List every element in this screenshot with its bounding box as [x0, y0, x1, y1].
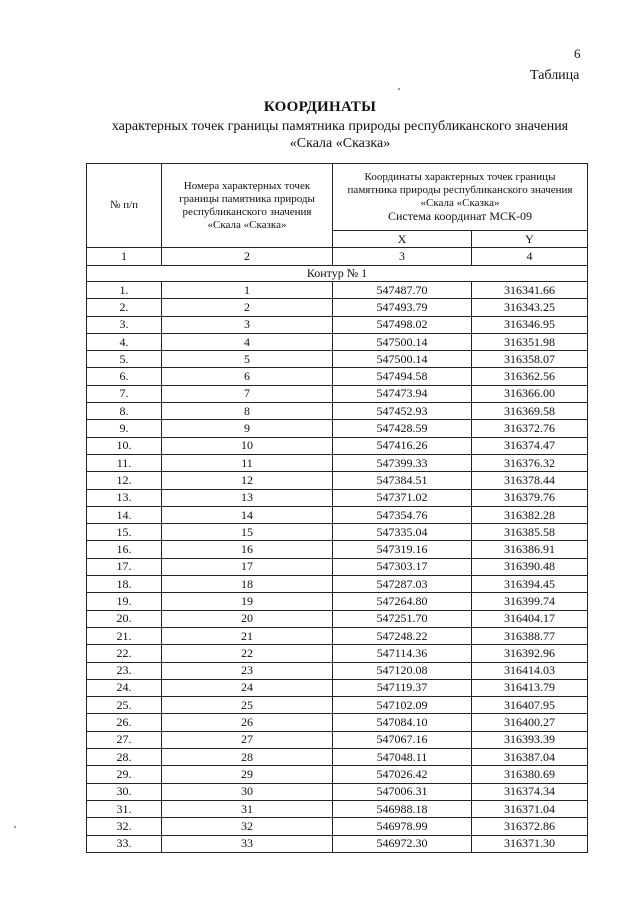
coord-y: 316341.66	[472, 282, 588, 299]
point-number: 32	[162, 818, 333, 835]
header-coord-system: Система координат МСК-09	[387, 208, 533, 223]
point-number: 22	[162, 645, 333, 662]
table-row	[87, 472, 588, 489]
point-number: 20	[162, 610, 333, 627]
coord-x: 547048.11	[333, 749, 472, 766]
row-number: 7.	[87, 385, 162, 402]
coord-x: 547428.59	[333, 420, 472, 437]
table-row	[87, 489, 588, 506]
point-number: 12	[162, 472, 333, 489]
table-row	[87, 835, 588, 852]
coord-y: 316376.32	[472, 454, 588, 471]
row-number: 3.	[87, 316, 162, 333]
coord-y: 316414.03	[472, 662, 588, 679]
point-number: 24	[162, 679, 333, 696]
header-x: X	[333, 231, 472, 248]
table-label: Таблица	[530, 68, 580, 83]
row-number: 24.	[87, 679, 162, 696]
coord-y: 316371.30	[472, 835, 588, 852]
point-number: 13	[162, 489, 333, 506]
coord-x: 547487.70	[333, 282, 472, 299]
row-number: 33.	[87, 835, 162, 852]
row-number: 14.	[87, 506, 162, 523]
coord-y: 316372.76	[472, 420, 588, 437]
table-row	[87, 541, 588, 558]
scan-speck	[14, 826, 16, 828]
point-number: 30	[162, 783, 333, 800]
coord-x: 547084.10	[333, 714, 472, 731]
table-row	[87, 576, 588, 593]
coord-y: 316385.58	[472, 524, 588, 541]
coord-y: 316378.44	[472, 472, 588, 489]
coord-y: 316379.76	[472, 489, 588, 506]
row-number: 30.	[87, 783, 162, 800]
point-number: 7	[162, 385, 333, 402]
coord-x: 547120.08	[333, 662, 472, 679]
column-number: 2	[162, 248, 333, 266]
coord-y: 316407.95	[472, 697, 588, 714]
table-row	[87, 437, 588, 454]
point-number: 6	[162, 368, 333, 385]
row-number: 18.	[87, 576, 162, 593]
coord-x: 547335.04	[333, 524, 472, 541]
column-number: 4	[472, 248, 588, 266]
row-number: 28.	[87, 749, 162, 766]
coord-x: 547303.17	[333, 558, 472, 575]
point-number: 14	[162, 506, 333, 523]
point-number: 28	[162, 749, 333, 766]
coord-y: 316400.27	[472, 714, 588, 731]
coord-y: 316358.07	[472, 351, 588, 368]
point-number: 10	[162, 437, 333, 454]
table-row	[87, 506, 588, 523]
row-number: 25.	[87, 697, 162, 714]
point-number: 9	[162, 420, 333, 437]
row-number: 11.	[87, 454, 162, 471]
point-number: 19	[162, 593, 333, 610]
coord-x: 547416.26	[333, 437, 472, 454]
scan-speck	[398, 88, 400, 90]
coord-x: 547006.31	[333, 783, 472, 800]
coord-y: 316387.04	[472, 749, 588, 766]
row-number: 27.	[87, 731, 162, 748]
point-number: 26	[162, 714, 333, 731]
table-row	[87, 351, 588, 368]
header-num: № п/п	[87, 164, 162, 248]
coord-x: 547102.09	[333, 697, 472, 714]
coord-y: 316343.25	[472, 299, 588, 316]
coord-y: 316346.95	[472, 316, 588, 333]
coord-y: 316399.74	[472, 593, 588, 610]
coord-x: 547384.51	[333, 472, 472, 489]
point-number: 11	[162, 454, 333, 471]
coord-y: 316374.34	[472, 783, 588, 800]
document-subtitle: характерных точек границы памятника природы республиканского значения «Скала «Сказка»	[111, 119, 569, 151]
column-number: 3	[333, 248, 472, 266]
coord-y: 316372.86	[472, 818, 588, 835]
table-row	[87, 368, 588, 385]
column-number: 1	[87, 248, 162, 266]
coord-y: 316386.91	[472, 541, 588, 558]
table-row	[87, 299, 588, 316]
row-number: 29.	[87, 766, 162, 783]
table-row	[87, 385, 588, 402]
table-row	[87, 558, 588, 575]
table-row	[87, 454, 588, 471]
coord-x: 547399.33	[333, 454, 472, 471]
row-number: 15.	[87, 524, 162, 541]
row-number: 8.	[87, 403, 162, 420]
point-number: 17	[162, 558, 333, 575]
table-row	[87, 697, 588, 714]
table-row	[87, 282, 588, 299]
point-number: 8	[162, 403, 333, 420]
coord-x: 547354.76	[333, 506, 472, 523]
row-number: 10.	[87, 437, 162, 454]
point-number: 18	[162, 576, 333, 593]
point-number: 2	[162, 299, 333, 316]
coord-x: 547067.16	[333, 731, 472, 748]
coord-x: 547251.70	[333, 610, 472, 627]
point-number: 15	[162, 524, 333, 541]
row-number: 26.	[87, 714, 162, 731]
point-number: 5	[162, 351, 333, 368]
point-number: 4	[162, 333, 333, 350]
coord-x: 547248.22	[333, 627, 472, 644]
coord-y: 316366.00	[472, 385, 588, 402]
header-coords	[333, 164, 588, 231]
point-number: 27	[162, 731, 333, 748]
row-number: 16.	[87, 541, 162, 558]
header-coords-label: Координаты характерных точек границы памятника природы республиканского значения «Скала «Сказка»	[347, 170, 573, 209]
table-row	[87, 714, 588, 731]
coord-y: 316413.79	[472, 679, 588, 696]
coord-x: 546972.30	[333, 835, 472, 852]
row-number: 12.	[87, 472, 162, 489]
table-row	[87, 627, 588, 644]
header-points: Номера характерных точек границы памятника природы республиканского значения «Скала «Сказка»	[162, 164, 333, 248]
row-number: 31.	[87, 800, 162, 817]
point-number: 23	[162, 662, 333, 679]
coord-x: 547493.79	[333, 299, 472, 316]
coord-x: 547494.58	[333, 368, 472, 385]
coord-y: 316374.47	[472, 437, 588, 454]
row-number: 2.	[87, 299, 162, 316]
table-row	[87, 679, 588, 696]
coord-x: 547264.80	[333, 593, 472, 610]
coord-y: 316392.96	[472, 645, 588, 662]
contour-label: Контур № 1	[87, 266, 588, 282]
table-row	[87, 420, 588, 437]
point-number: 29	[162, 766, 333, 783]
header-y: Y	[472, 231, 588, 248]
table-row	[87, 610, 588, 627]
coord-y: 316369.58	[472, 403, 588, 420]
coord-y: 316382.28	[472, 506, 588, 523]
point-number: 21	[162, 627, 333, 644]
point-number: 25	[162, 697, 333, 714]
row-number: 22.	[87, 645, 162, 662]
coord-x: 547114.36	[333, 645, 472, 662]
table-row	[87, 800, 588, 817]
table-row	[87, 749, 588, 766]
coord-y: 316380.69	[472, 766, 588, 783]
point-number: 16	[162, 541, 333, 558]
point-number: 33	[162, 835, 333, 852]
coord-y: 316394.45	[472, 576, 588, 593]
row-number: 9.	[87, 420, 162, 437]
coord-y: 316404.17	[472, 610, 588, 627]
coord-x: 547500.14	[333, 351, 472, 368]
point-number: 1	[162, 282, 333, 299]
coord-x: 547287.03	[333, 576, 472, 593]
table-row	[87, 731, 588, 748]
coord-x: 547473.94	[333, 385, 472, 402]
coord-x: 547452.93	[333, 403, 472, 420]
coord-y: 316362.56	[472, 368, 588, 385]
row-number: 4.	[87, 333, 162, 350]
coord-x: 546978.99	[333, 818, 472, 835]
coord-x: 546988.18	[333, 800, 472, 817]
coord-y: 316393.39	[472, 731, 588, 748]
table-row	[87, 662, 588, 679]
coord-y: 316388.77	[472, 627, 588, 644]
coord-x: 547026.42	[333, 766, 472, 783]
coord-x: 547319.16	[333, 541, 472, 558]
table-row	[87, 818, 588, 835]
row-number: 1.	[87, 282, 162, 299]
table-row	[87, 403, 588, 420]
table-row	[87, 766, 588, 783]
coord-x: 547500.14	[333, 333, 472, 350]
row-number: 13.	[87, 489, 162, 506]
row-number: 17.	[87, 558, 162, 575]
row-number: 5.	[87, 351, 162, 368]
table-row	[87, 316, 588, 333]
coord-x: 547119.37	[333, 679, 472, 696]
row-number: 20.	[87, 610, 162, 627]
point-number: 31	[162, 800, 333, 817]
row-number: 19.	[87, 593, 162, 610]
coord-y: 316390.48	[472, 558, 588, 575]
table-row	[87, 645, 588, 662]
coord-y: 316371.04	[472, 800, 588, 817]
coord-x: 547498.02	[333, 316, 472, 333]
table-row	[87, 333, 588, 350]
table-row	[87, 783, 588, 800]
row-number: 6.	[87, 368, 162, 385]
row-number: 21.	[87, 627, 162, 644]
coord-y: 316351.98	[472, 333, 588, 350]
document-title: КООРДИНАТЫ	[263, 99, 377, 115]
point-number: 3	[162, 316, 333, 333]
table-row	[87, 524, 588, 541]
coordinates-table	[86, 163, 588, 853]
coord-x: 547371.02	[333, 489, 472, 506]
table-row	[87, 593, 588, 610]
row-number: 32.	[87, 818, 162, 835]
row-number: 23.	[87, 662, 162, 679]
page-number: 6	[574, 46, 581, 61]
